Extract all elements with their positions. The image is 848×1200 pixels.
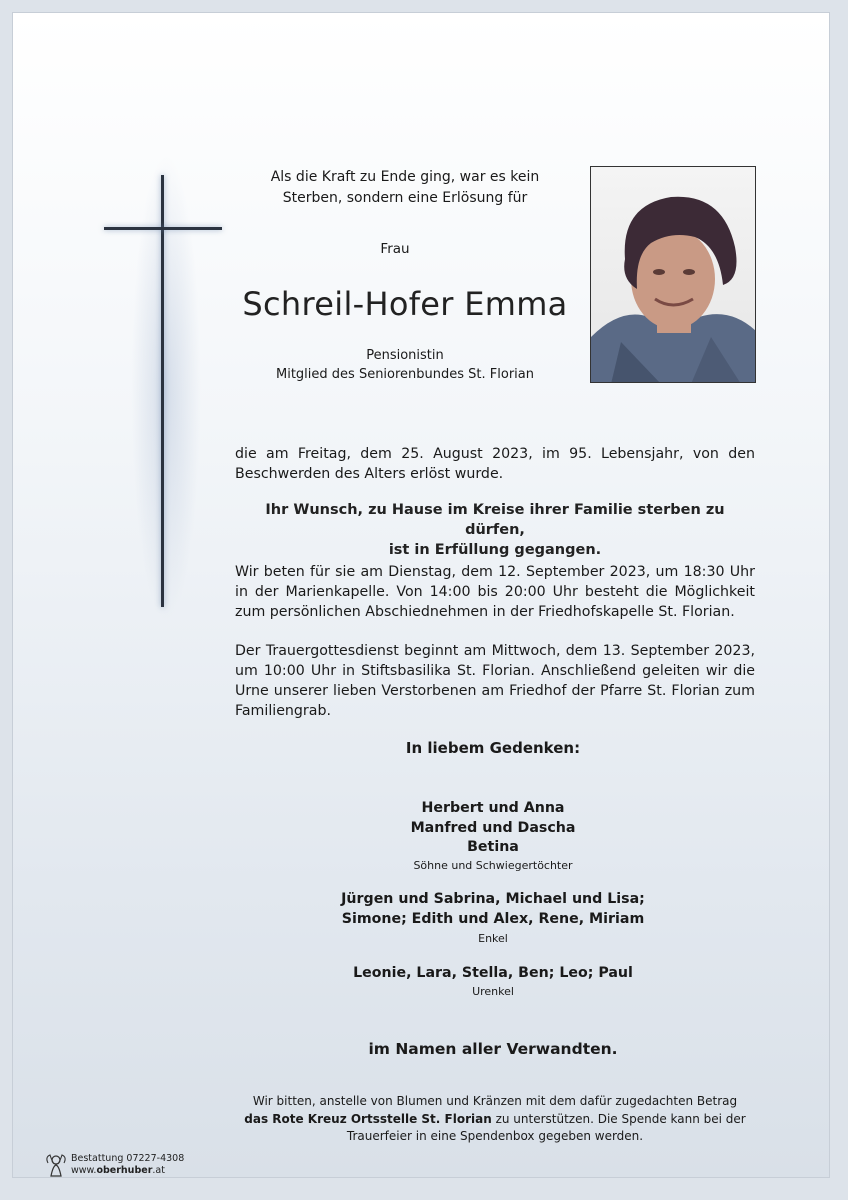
intro-line-2: Sterben, sondern eine Erlösung für xyxy=(282,190,528,206)
obituary-card xyxy=(12,12,830,1178)
donation-line-2 xyxy=(235,1111,755,1129)
funeral-home-footer xyxy=(45,1153,184,1177)
cross-vertical-bar xyxy=(161,175,164,607)
deceased-name: Schreil-Hofer Emma xyxy=(242,285,568,323)
salutation: Frau xyxy=(380,241,410,257)
relation-grandchildren: Enkel xyxy=(478,932,508,945)
cross-glow xyxy=(131,153,201,623)
wish-line-1: Ihr Wunsch, zu Hause im Kreise ihrer Familie sterben zu dürfen, xyxy=(265,502,725,538)
donation-recipient: das Rote Kreuz Ortsstelle St. Florian xyxy=(244,1111,492,1126)
donation-request xyxy=(235,1093,755,1146)
wish-line-2: ist in Erfüllung gegangen. xyxy=(388,542,602,558)
portrait-photo xyxy=(590,166,756,383)
mourner-name: Manfred und Dascha xyxy=(410,819,576,836)
footer-website[interactable] xyxy=(71,1165,184,1177)
closing-line: im Namen aller Verwandten. xyxy=(368,1040,618,1058)
mourners-great-grandchildren xyxy=(313,964,673,984)
mourner-name: Simone; Edith und Alex, Rene, Miriam xyxy=(341,910,645,927)
footer-label: Bestattung xyxy=(71,1153,124,1164)
prayer-info: Wir beten für sie am Dienstag, dem 12. September 2023, um 18:30 Uhr in der Marienkapelle. Von 14:00 bis 20:00 Uhr besteht die Möglichkeit zum persönlichen Abschiednehmen in der Friedhofskapelle St. Florian. xyxy=(235,564,755,620)
footer-contact xyxy=(71,1153,184,1165)
relation-sons: Söhne und Schwiegertöchter xyxy=(413,859,573,872)
wish-text xyxy=(235,500,755,560)
mourner-name: Betina xyxy=(467,839,519,855)
intro-line-1: Als die Kraft zu Ende ging, war es kein xyxy=(270,169,540,185)
occupation-line-2: Mitglied des Seniorenbundes St. Florian xyxy=(276,367,534,382)
relation-great-grandchildren: Urenkel xyxy=(472,985,514,998)
footer-phone: 07227-4308 xyxy=(126,1153,185,1164)
portrait-illustration xyxy=(591,167,756,383)
website-brand: oberhuber xyxy=(96,1165,153,1176)
mourner-name: Herbert und Anna xyxy=(421,800,565,816)
occupation-line-1: Pensionistin xyxy=(366,348,444,363)
cross-horizontal-bar xyxy=(104,227,222,230)
footer-text xyxy=(71,1153,184,1177)
mourners-grandchildren xyxy=(313,890,673,929)
angel-logo-icon xyxy=(45,1153,67,1177)
website-prefix: www. xyxy=(71,1165,97,1176)
mourner-name: Leonie, Lara, Stella, Ben; Leo; Paul xyxy=(353,965,633,981)
occupation xyxy=(235,346,575,384)
website-suffix: .at xyxy=(152,1165,165,1176)
mourner-name: Jürgen und Sabrina, Michael und Lisa; xyxy=(341,891,645,907)
intro-text xyxy=(235,167,575,209)
mourners-sons xyxy=(313,799,673,858)
service-info: Der Trauergottesdienst beginnt am Mittwoch, dem 13. September 2023, um 10:00 Uhr in Stiftsbasilika St. Florian. Anschließend geleiten wir die Urne unserer lieben Verstorbenen am Friedhof der Pfarre St. Florian zum Familiengrab. xyxy=(235,643,755,719)
donation-line-3: Trauerfeier in eine Spendenbox gegeben werden. xyxy=(346,1129,644,1143)
death-notice: die am Freitag, dem 25. August 2023, im 95. Lebensjahr, von den Beschwerden des Alters erlöst wurde. xyxy=(235,446,755,482)
remembrance-heading: In liebem Gedenken: xyxy=(405,739,581,757)
donation-line-2-rest: zu unterstützen. Die Spende kann bei der xyxy=(491,1111,746,1126)
donation-line-1: Wir bitten, anstelle von Blumen und Kränzen mit dem dafür zugedachten Betrag xyxy=(252,1094,738,1108)
